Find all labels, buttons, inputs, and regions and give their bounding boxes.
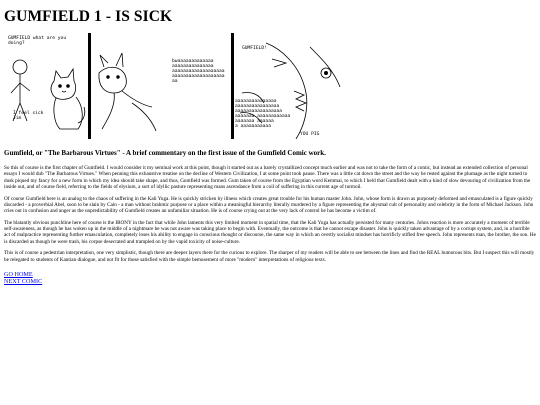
page-title: GUMFIELD 1 - IS SICK [4, 8, 173, 25]
article-paragraph-1: So this of course is the first chapter of Gumfield. I would consider it my seminal work at this point, though it started out as a barely crystallized concept much earlier and was not to take the form of a comic, but instead an extended collection of personal essays I would dub "The Barbarous Virtues." When penning this exhaustive treatise on the decline of Western Civilization, I at some point took pause. There was a little cat down the street and the way he rested against the plumage as the night turned to dusk piqued my fancy for a new form in which my idea should take shape, and thus, Gumfield was formed. Gum taken of course from the Egyptian word Kemmai, to which I held that Gumfield dealt with a kind of slow devouring of civilization from the inside out, and of course field, referring to the fields of elysium, a sort of idyllic pasture representing mans ascendance from a coil of suffering in this current age of turmoil. [4, 165, 531, 190]
article-heading: Gumfield, or "The Barbarous Virtues" - A brief commentary on the first issue of the Gumfield Comic work. [4, 149, 326, 157]
comic-caption-1: GUMFIELD what are you doing? [8, 36, 67, 46]
go-home-link[interactable]: GO HOME [4, 271, 33, 279]
comic-speech-1: I feel sick Jim [13, 111, 44, 121]
article-paragraph-4: This is of course a pedestrian interpretation, one very simplistic, though there are deeper layers there for the curious to explore. The sharper of my readers will be able to see between the lines and find the REAL humorous bits. But I suspect this will mostly be relegated to students of Kantian dialogue, and not fit for those satisfied with the simple bemusement of more "modern" interpretations of religious texts. [4, 250, 535, 263]
article-paragraph-3: The blatantly obvious punchline here of course is the IRONY in the fact that while John laments this very limited moment in spatial time, that the Kali Yuga has actually persisted for many centuries. Johns reaction is more accurately a moment of terrible self-awareness, as though he has woken up in the middle of a nightmare he was not aware was taking place to begin with. Eventually, the outcome is that he cannot escape disaster. John is quickly taken advantage of by a corrupt system, and, in a horrible act of malpractice representing further emasculation, completely loses his ability to engage in conscious thought or discourse, the same way in which an overtly socialist mindset has horrificly stifled free speech. John represents man, the brother, the son. He is discarded as though he were trash, his corpse desecrated and trampled on by the vapid toxicity of noise-culture. [4, 219, 536, 245]
article-paragraph-2: Of course Gumfield here is an analog to the chaos of suffering in the Kali Yuga. He is quickly stricken by illness which creates great trouble for his human master John. John, whose form is drawn as purposely deformed and emasculated is a figure quickly discarded - a proverbial Abel, soon to be slain by Cain - a man without brahmic purpose or a place within a meaningful hierarchy literally murdered by a figure representing the abysmal cult of personality and celebrity in the form of Michael Jackson. John cries out in confusion and anger as the unpredictability of Gumfield creates an unfamiliar situation. He is of course crying out at the very lack of control he has become a victim of. [4, 195, 534, 215]
nav-links [4, 271, 536, 285]
page [4, 0, 536, 285]
comic-footer-3: YOU PIG [300, 132, 320, 137]
comic-vomit-text-3: aaaaaaaaaaaaaaa aaaaaaaaaaaaaaaa aaaaaaaaaaaaaaaaa aaaaaaa aaaaaaaaaaaa aaaaaaa aaaaaa a aaaaaaaaaaa [235, 99, 291, 129]
comic-vomit-text-2: bwaaaaaaaaaaaaa aaaaaaaaaaaaaaa aaaaaaaaaaaaaaaaaaa aaaaaaaaaaaaaaaaaaa aa [172, 59, 225, 84]
next-comic-link[interactable]: NEXT COMIC [4, 278, 43, 286]
comic-strip [4, 33, 356, 139]
comic-shout-3: GUMFIELD! [242, 46, 267, 51]
comic-drawing [4, 33, 356, 139]
